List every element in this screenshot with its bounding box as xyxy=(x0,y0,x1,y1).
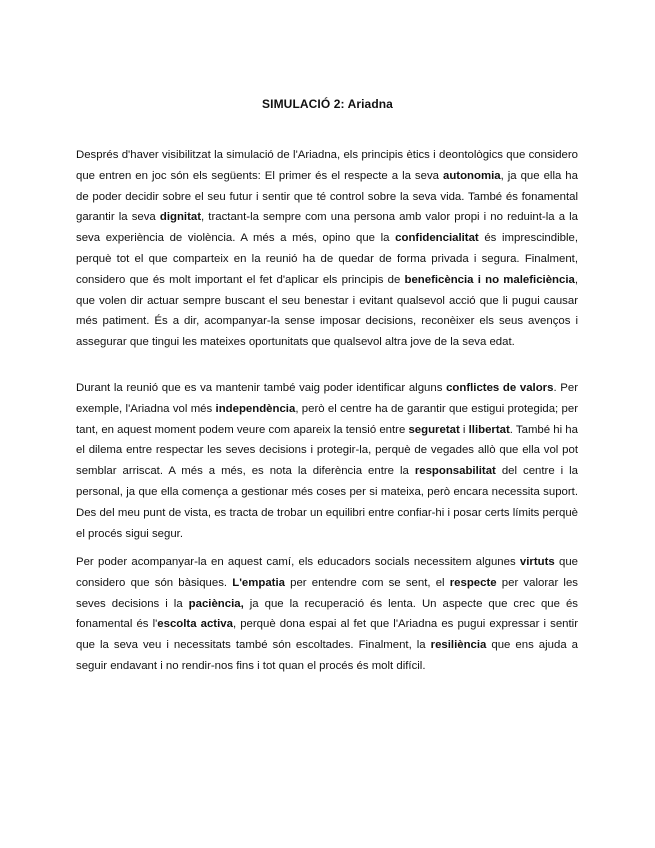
bold-term: seguretat xyxy=(408,423,460,436)
text-run: ja que la recuperació és lenta. Un aspecte que crec que és fonamental és l' xyxy=(76,597,578,631)
bold-term: L'empatia xyxy=(232,576,285,589)
bold-term: responsabilitat xyxy=(414,465,496,478)
bold-term: beneficència i no maleficiència xyxy=(404,273,575,286)
bold-term: confidencialitat xyxy=(395,232,479,245)
text-run: per valorar les seves decisions i la xyxy=(76,576,578,610)
bold-term: dignitat xyxy=(159,211,202,224)
text-run: , però el centre ha de garantir que estigui protegida; per tant, en aquest moment podem veure com apareix la tensió entre xyxy=(76,402,578,436)
text-run: , tractant-la sempre com una persona amb valor propi i no reduint-la a la seva experiència de violència. A més a més, opino que la xyxy=(76,211,579,245)
text-run: . També hi ha el dilema entre respectar les seves decisions i protegir-la, perquè de vegades allò que ella vol pot semblar arriscat. A més a més, es nota la diferència entre la xyxy=(76,423,578,478)
text-run: . Per exemple, l'Ariadna vol més xyxy=(76,382,578,415)
bold-term: virtuts xyxy=(519,556,555,568)
bold-term: conflictes de valors xyxy=(446,382,554,394)
text-run: que ens ajuda a seguir endavant i no rendir-nos fins i tot quan el procés és molt difícil. xyxy=(76,639,579,672)
bold-term: autonomia xyxy=(442,169,501,182)
text-run: del centre i la personal, ja que ella comença a gestionar més coses per si mateixa, però encara necessita suport. Des del meu punt de vista, es tracta de trobar un equilibri entre confiar-hi i posar certs límits perquè el procés sigui segur. xyxy=(76,465,578,540)
paragraph-virtues xyxy=(76,552,578,677)
paragraph-ethical-principles xyxy=(76,145,578,353)
text-run: Durant la reunió que es va mantenir també vaig poder identificar alguns xyxy=(76,382,447,394)
text-run: Per poder acompanyar-la en aquest camí, els educadors socials necessitem algunes xyxy=(76,556,520,568)
bold-term: independència xyxy=(215,402,296,415)
text-run: , ja que ella ha de poder decidir sobre el seu futur i sentir que té control sobre la seva vida. També és fonamental garantir la seva xyxy=(76,169,578,224)
text-run: , perquè dona espai al fet que l'Ariadna es pugui expressar i sentir que la seva veu i necessitats també són escoltades. Finalment, la xyxy=(76,618,579,652)
bold-term: llibertat xyxy=(468,423,510,436)
bold-term: resiliència xyxy=(430,639,487,652)
text-run: per entendre com se sent, el xyxy=(284,576,450,589)
document-title: SIMULACIÓ 2: Ariadna xyxy=(262,97,393,111)
bold-term: respecte xyxy=(449,576,497,589)
paragraph-value-conflicts xyxy=(76,378,578,544)
text-run: i xyxy=(459,423,469,436)
text-run: Després d'haver visibilitzat la simulació de l'Ariadna, els principis ètics i deontològics que considero que entren en joc són els següents: El primer és el respecte a la seva xyxy=(76,149,578,182)
bold-term: escolta activa xyxy=(157,618,233,631)
text-run: , que volen dir actuar sempre buscant el seu benestar i evitant qualsevol acció que li pugui causar més patiment. És a dir, acompanyar-la sense imposar decisions, reconèixer els seus avenços i assegurar que tingui les mateixes oportunitats que qualsevol altra jove de la seva edat. xyxy=(76,273,578,349)
text-run: és imprescindible, perquè tot el que comparteix en la reunió ha de quedar de forma privada i segura. Finalment, considero que és molt important el fet d'aplicar els principis de xyxy=(76,232,578,286)
text-run: que considero que són bàsiques. xyxy=(76,556,579,589)
bold-term: paciència, xyxy=(188,597,244,610)
